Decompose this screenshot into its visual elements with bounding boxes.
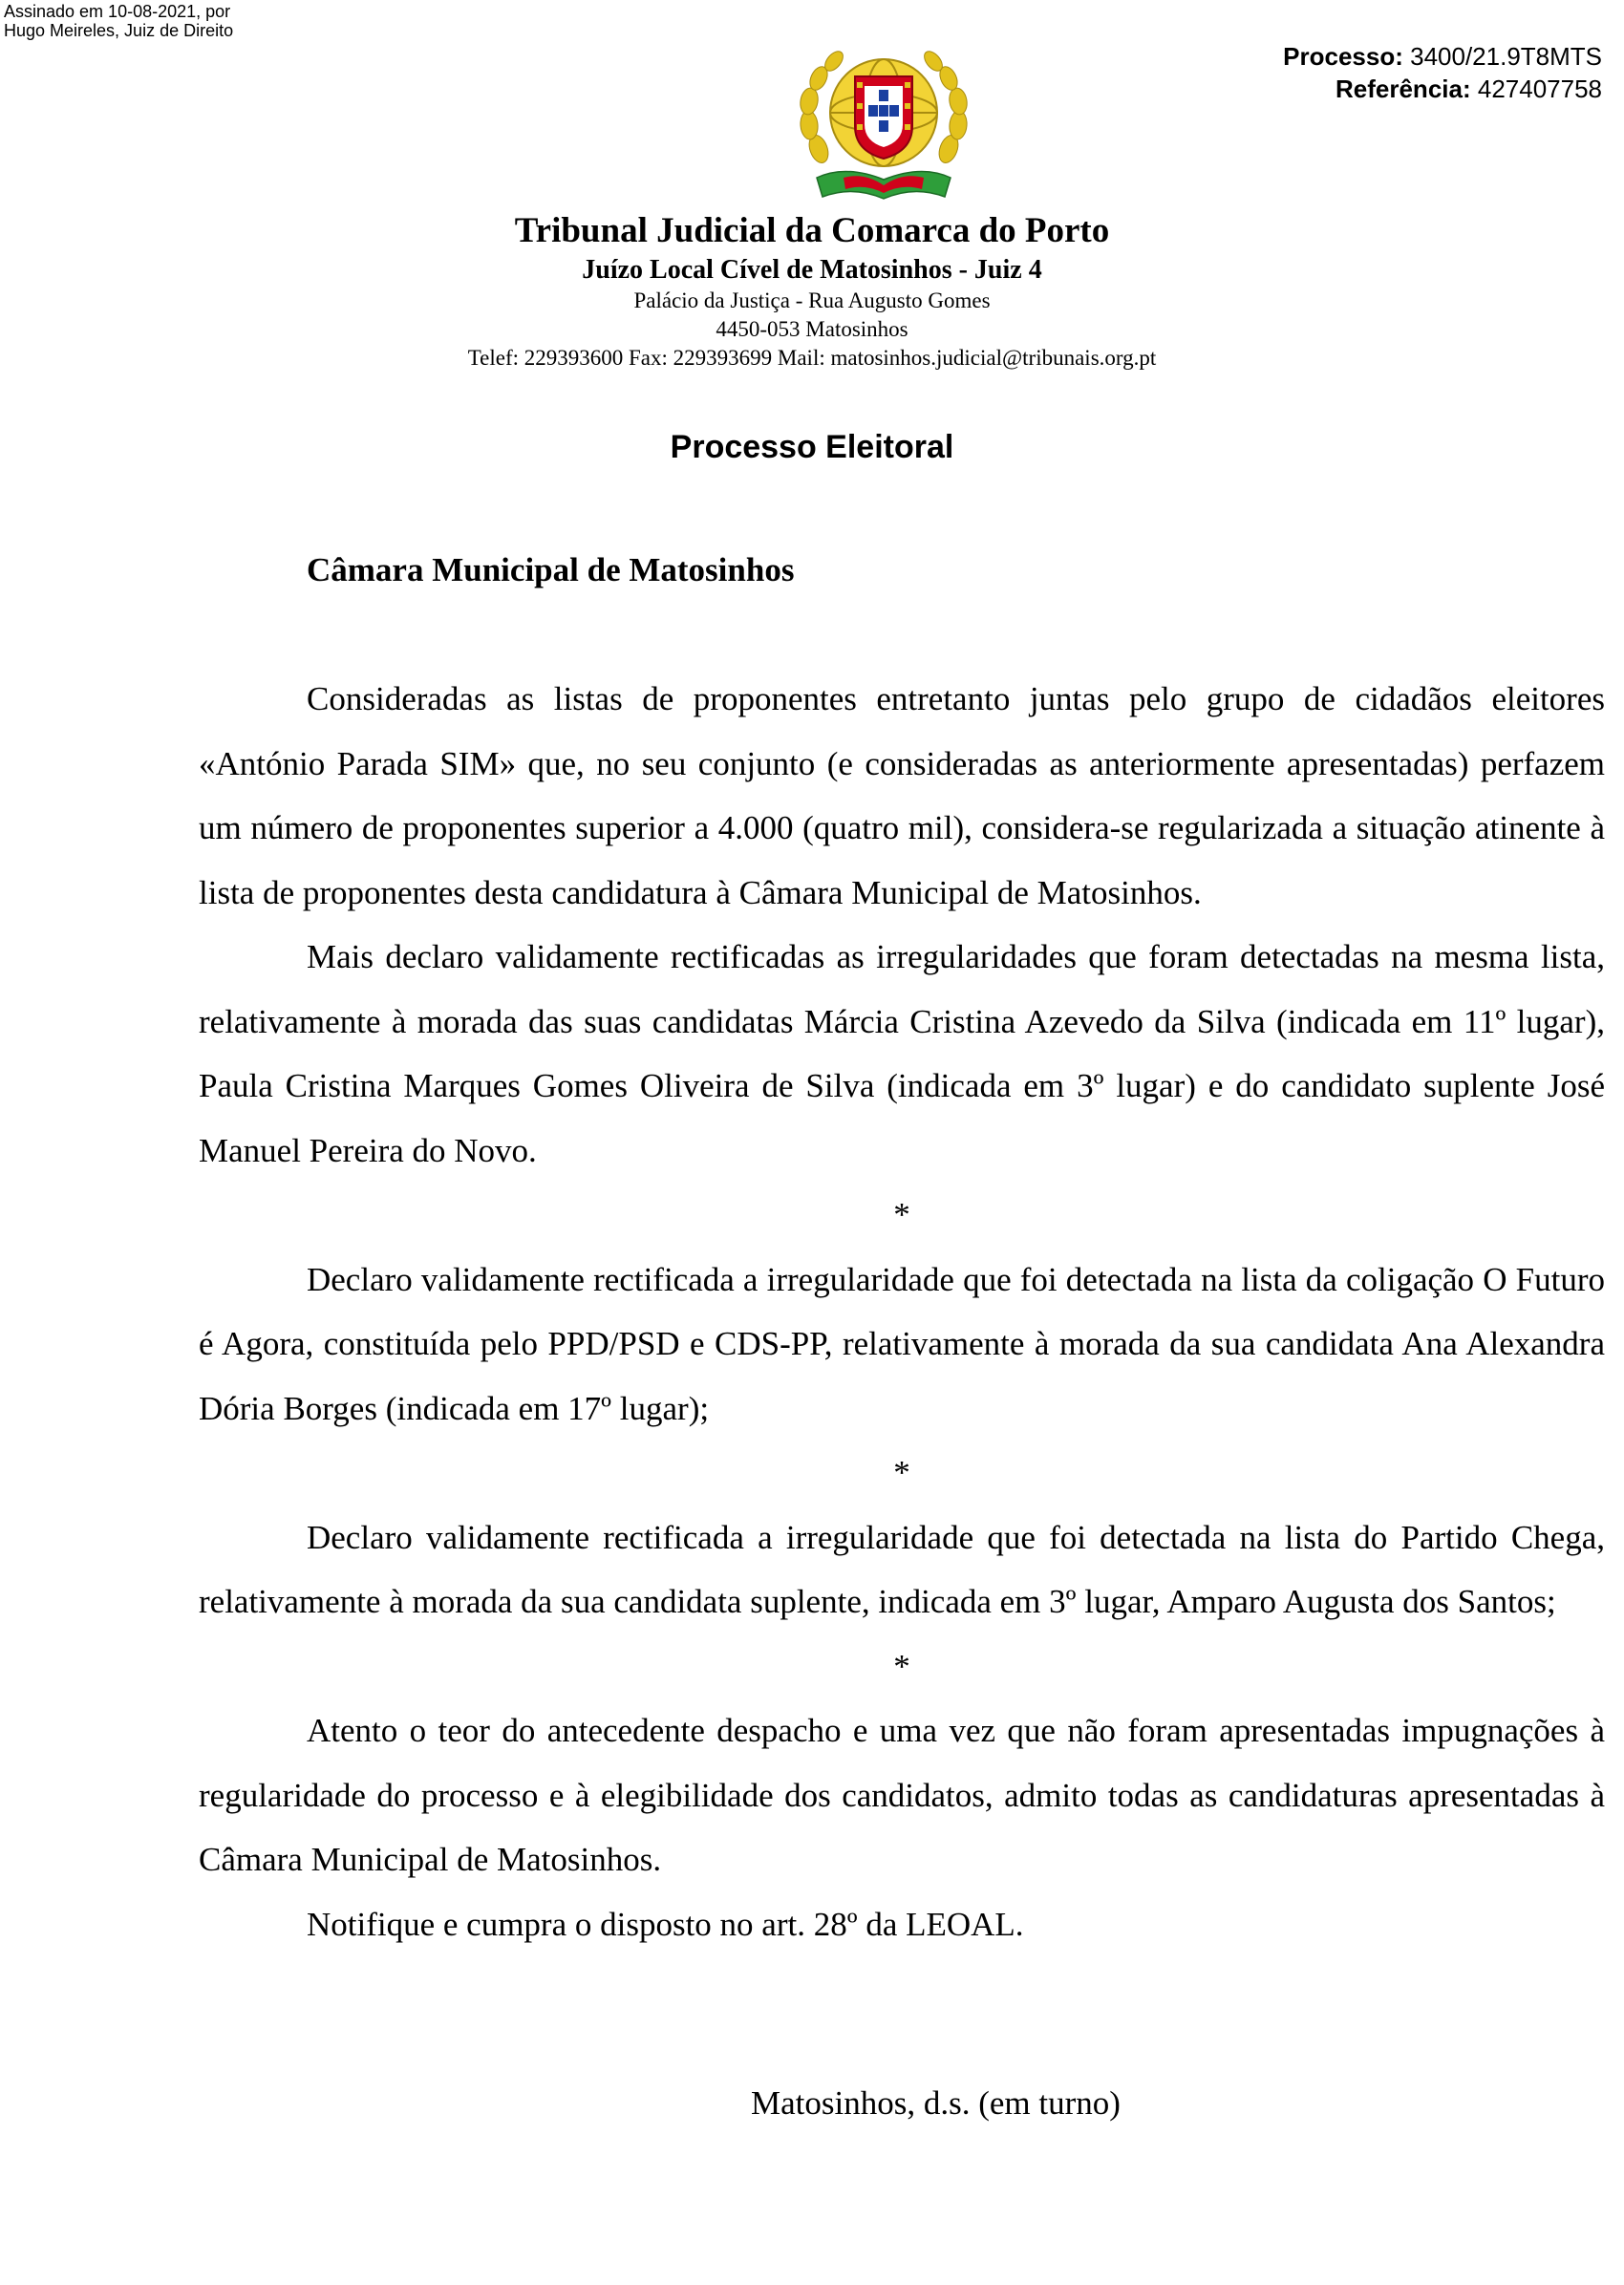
processo-line — [1283, 40, 1602, 73]
court-address-postal: 4450-053 Matosinhos — [716, 317, 908, 341]
court-contacts: Telef: 229393600 Fax: 229393699 Mail: matosinhos.judicial@tribunais.org.pt — [467, 346, 1157, 370]
signature-line-2: Hugo Meireles, Juiz de Direito — [4, 21, 234, 40]
document-title: Processo Eleitoral — [670, 429, 954, 465]
court-name: Tribunal Judicial da Comarca do Porto — [514, 211, 1110, 250]
document-body — [199, 667, 1605, 1956]
section-separator: * — [893, 1454, 910, 1491]
addressee: Câmara Municipal de Matosinhos — [307, 551, 795, 588]
body-paragraph: Atento o teor do antecedente despacho e uma vez que não foram apresentadas impugnações à regularidade do processo e à elegibilidade dos candidatos, admito todas as candidaturas apresentadas à Câmara Municipal de Matosinhos. — [199, 1712, 1605, 1878]
processo-label: Processo: — [1283, 42, 1403, 71]
section-separator: * — [893, 1647, 910, 1685]
process-info — [1283, 40, 1602, 105]
body-paragraph: Declaro validamente rectificada a irregularidade que foi detectada na lista da coligação O Futuro é Agora, constituída pelo PPD/PSD e CDS-PP, relativamente à morada da sua candidata Ana Alexandra Dória Borges (indicada em 17º lugar); — [199, 1260, 1605, 1427]
body-paragraph: Consideradas as listas de proponentes entretanto juntas pelo grupo de cidadãos eleitores «António Parada SIM» que, no seu conjunto (e consideradas as anteriormente apresentadas) perfazem um número de proponentes superior a 4.000 (quatro mil), considera-se regularizada a situação atinente à lista de proponentes desta candidatura à Câmara Municipal de Matosinhos. — [199, 680, 1605, 911]
closing-place-date: Matosinhos, d.s. (em turno) — [751, 2084, 1121, 2122]
referencia-value: 427407758 — [1477, 75, 1602, 103]
body-paragraph: Mais declaro validamente rectificadas as irregularidades que foram detectadas na mesma lista, relativamente à morada das suas candidatas Márcia Cristina Azevedo da Silva (indicada em 11º lugar), Paula Cristina Marques Gomes Oliveira de Silva (indicada em 3º lugar) e do candidato suplente José Manuel Pereira do Novo. — [199, 938, 1605, 1169]
body-paragraph: Notifique e cumpra o disposto no art. 28º da LEOAL. — [307, 1905, 1024, 1943]
signature-line-1: Assinado em 10-08-2021, por — [4, 2, 231, 21]
referencia-label: Referência: — [1336, 75, 1471, 103]
section-separator: * — [893, 1196, 910, 1233]
body-paragraph: Declaro validamente rectificada a irregularidade que foi detectada na lista do Partido Chega, relativamente à morada da sua candidata suplente, indicada em 3º lugar, Amparo Augusta dos Santos; — [199, 1518, 1605, 1620]
court-section: Juízo Local Cível de Matosinhos - Juiz 4 — [582, 255, 1042, 285]
court-address-street: Palácio da Justiça - Rua Augusto Gomes — [633, 288, 991, 312]
referencia-line — [1283, 73, 1602, 105]
digital-signature-stamp — [4, 2, 233, 40]
processo-value: 3400/21.9T8MTS — [1410, 42, 1602, 71]
coat-of-arms-icon — [788, 34, 979, 210]
